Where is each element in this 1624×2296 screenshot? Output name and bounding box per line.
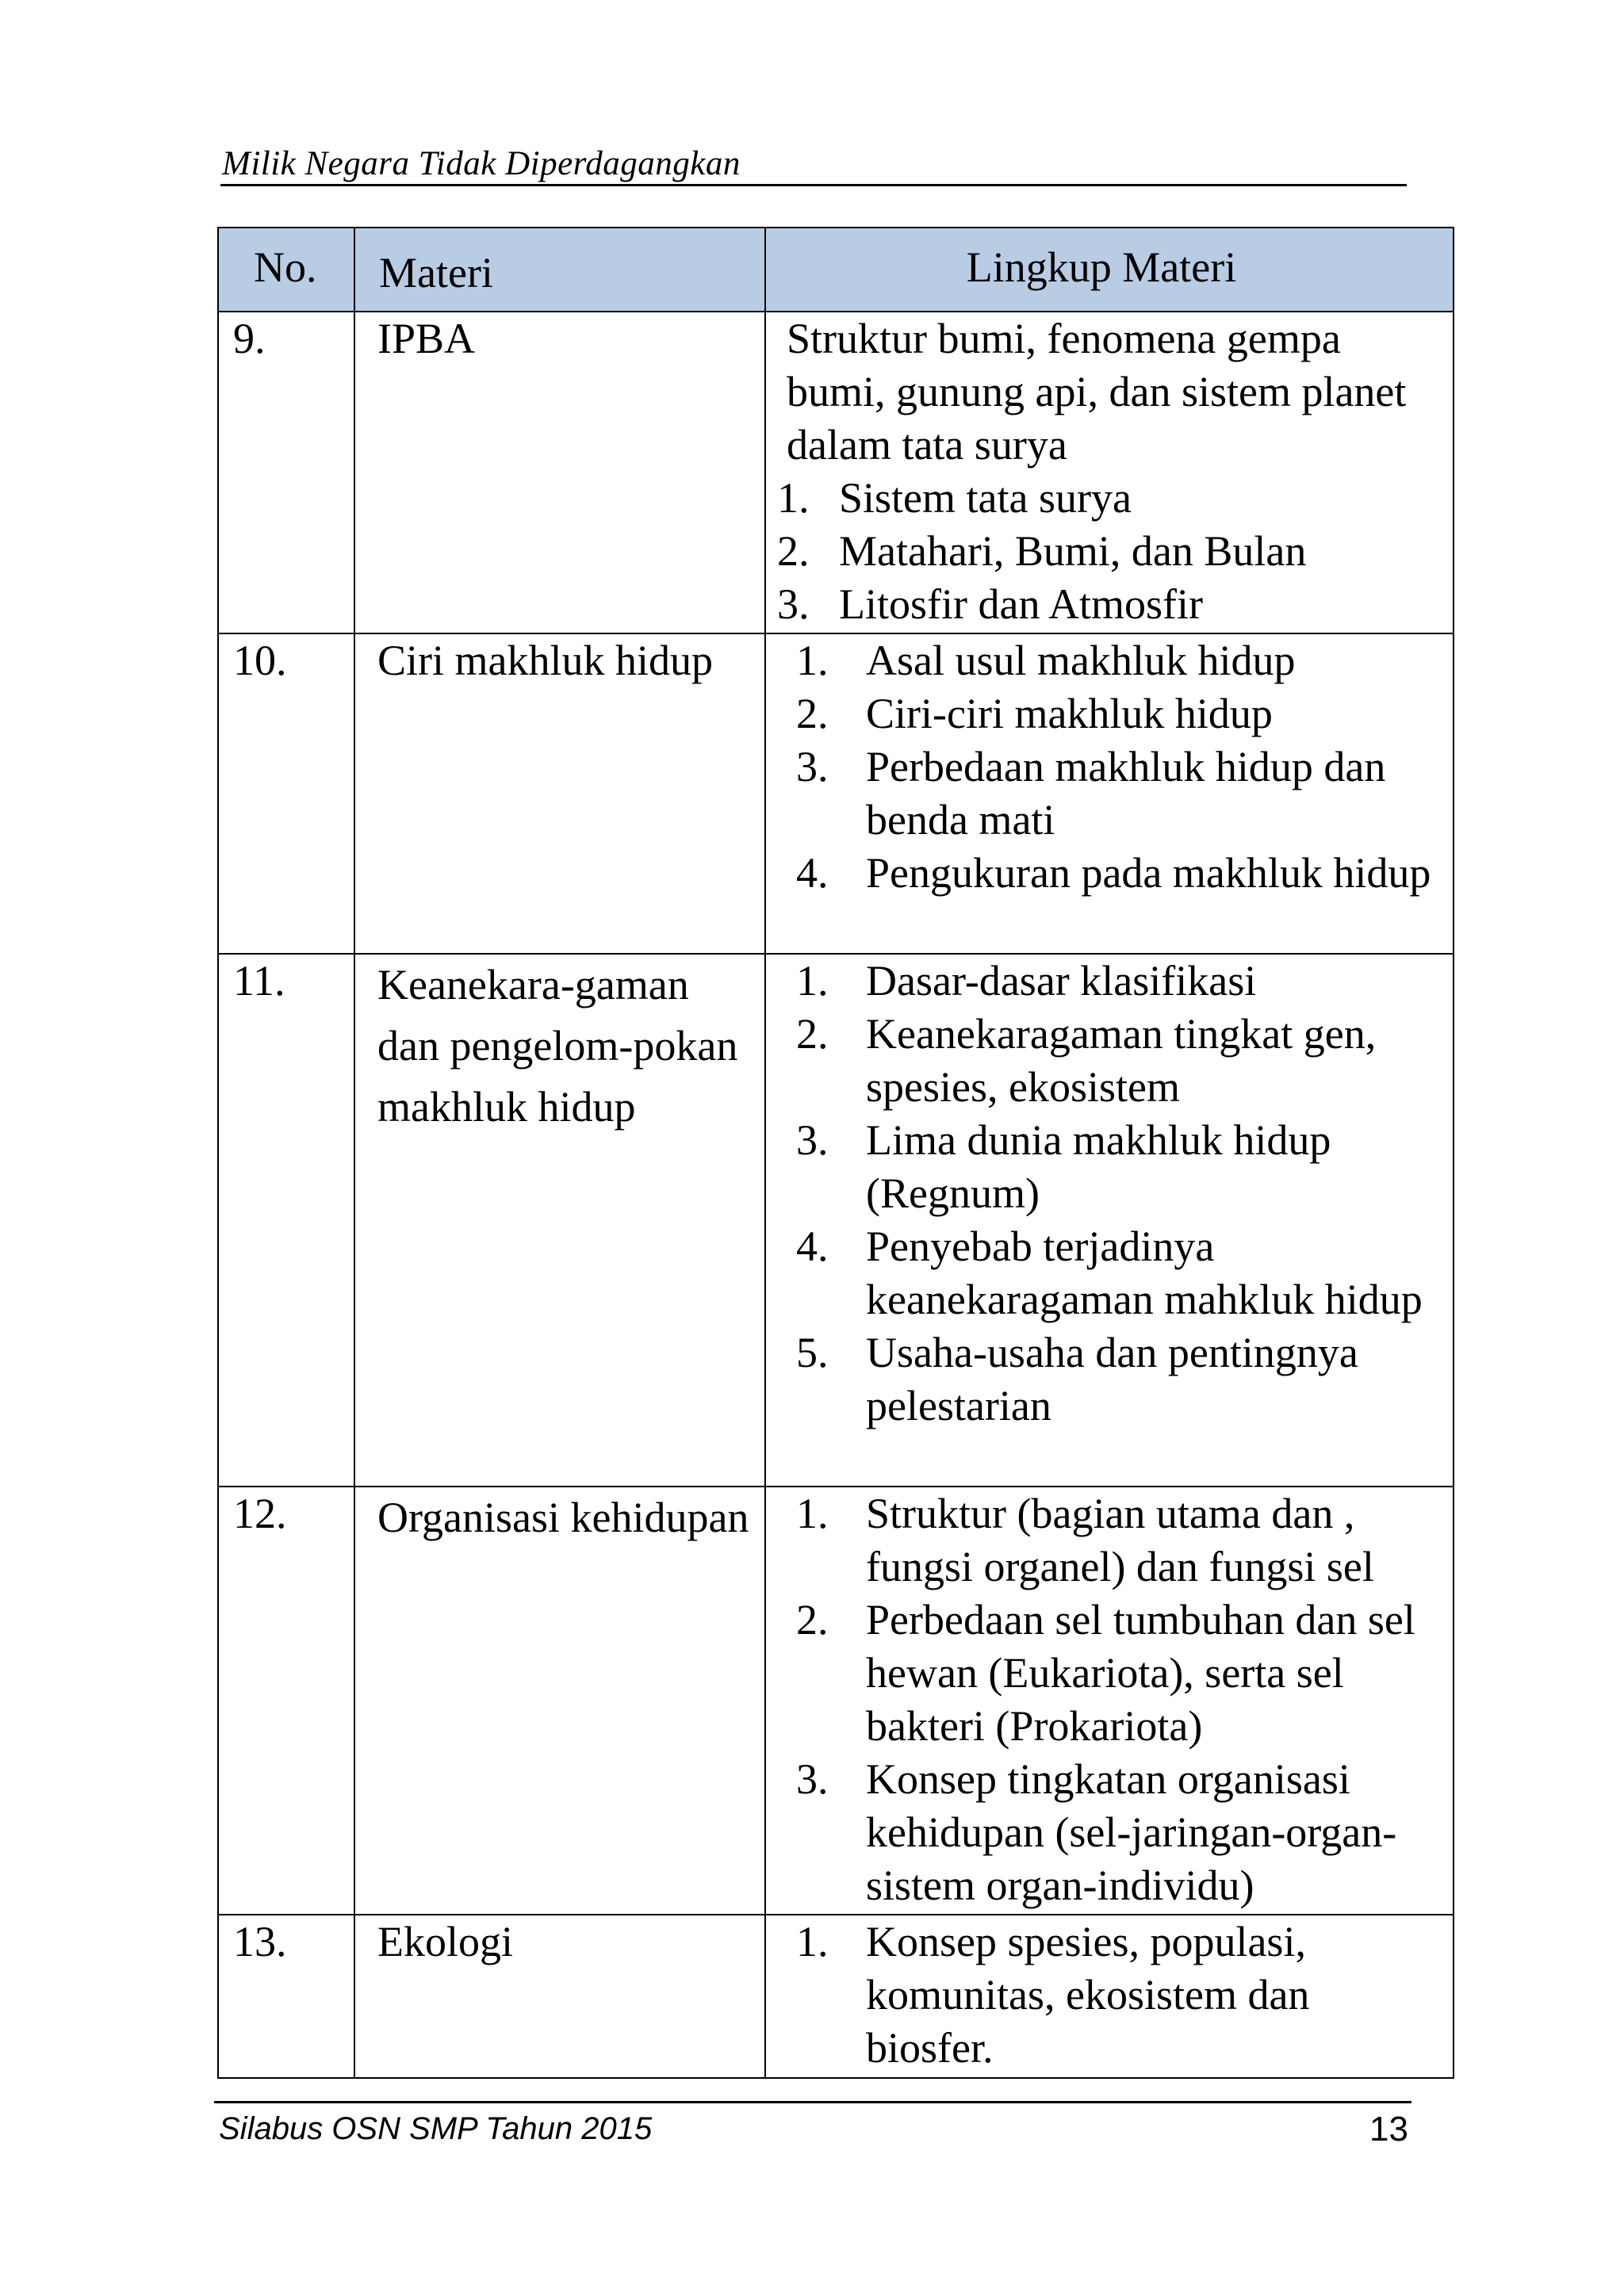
item-text: Penyebab terjadinya keanekaragaman mahkluk hidup bbox=[866, 1223, 1423, 1323]
list-item bbox=[796, 1487, 1443, 1594]
item-number: 3. bbox=[796, 743, 829, 790]
item-text: Perbedaan sel tumbuhan dan sel hewan (Eukariota), serta sel bakteri (Prokariota) bbox=[866, 1596, 1415, 1750]
list-item bbox=[796, 847, 1443, 900]
list-item bbox=[796, 1915, 1443, 2075]
page-number: 13 bbox=[1369, 2110, 1408, 2149]
column-header-materi: Materi bbox=[354, 228, 765, 312]
row-lingkup-materi bbox=[765, 1915, 1454, 2078]
item-text: Dasar-dasar klasifikasi bbox=[866, 957, 1257, 1004]
item-list bbox=[787, 634, 1443, 900]
table-row bbox=[218, 1487, 1454, 1915]
list-item bbox=[796, 687, 1443, 740]
item-text: Konsep spesies, populasi, komunitas, ekosistem dan biosfer. bbox=[866, 1918, 1310, 2072]
item-number: 4. bbox=[796, 849, 829, 897]
table-row bbox=[218, 633, 1454, 954]
item-number: 1. bbox=[777, 474, 810, 522]
list-item bbox=[796, 1114, 1443, 1220]
list-item bbox=[796, 1753, 1443, 1912]
item-number: 1. bbox=[796, 957, 829, 1004]
table-row bbox=[218, 954, 1454, 1487]
item-text: Lima dunia makhluk hidup (Regnum) bbox=[866, 1116, 1331, 1217]
table-row bbox=[218, 312, 1454, 633]
item-number: 5. bbox=[796, 1329, 829, 1376]
list-item bbox=[777, 525, 1443, 578]
item-number: 1. bbox=[796, 1918, 829, 1965]
item-number: 2. bbox=[796, 690, 829, 737]
item-list bbox=[787, 1487, 1443, 1912]
item-list bbox=[787, 955, 1443, 1433]
row-materi: Keanekara-gaman dan pengelom-pokan makhluk hidup bbox=[354, 954, 765, 1487]
column-header-lingkup-materi: Lingkup Materi bbox=[765, 228, 1454, 312]
item-number: 1. bbox=[796, 637, 829, 684]
row-number: 9. bbox=[218, 312, 354, 633]
row-number: 10. bbox=[218, 633, 354, 954]
row-materi: Organisasi kehidupan bbox=[354, 1487, 765, 1915]
list-item bbox=[796, 1594, 1443, 1753]
item-text: Litosfir dan Atmosfir bbox=[839, 580, 1203, 628]
row-lingkup-materi bbox=[765, 954, 1454, 1487]
row-materi: IPBA bbox=[354, 312, 765, 633]
item-number: 4. bbox=[796, 1223, 829, 1270]
item-text: Keanekaragaman tingkat gen, spesies, ekosistem bbox=[866, 1010, 1377, 1111]
item-number: 3. bbox=[796, 1755, 829, 1803]
row-number: 13. bbox=[218, 1915, 354, 2078]
row-materi: Ciri makhluk hidup bbox=[354, 633, 765, 954]
list-item bbox=[796, 1220, 1443, 1326]
row-lingkup-materi bbox=[765, 312, 1454, 633]
table-header-row bbox=[218, 228, 1454, 312]
list-item bbox=[796, 955, 1443, 1008]
page-header bbox=[220, 143, 1407, 186]
item-number: 3. bbox=[777, 580, 810, 628]
list-item bbox=[796, 740, 1443, 847]
item-number: 3. bbox=[796, 1116, 829, 1164]
item-text: Sistem tata surya bbox=[839, 474, 1132, 522]
list-item bbox=[777, 578, 1443, 631]
row-number: 12. bbox=[218, 1487, 354, 1915]
item-text: Perbedaan makhluk hidup dan benda mati bbox=[866, 743, 1386, 844]
row-materi: Ekologi bbox=[354, 1915, 765, 2078]
row-intro-text: Struktur bumi, fenomena gempa bumi, gunung api, dan sistem planet dalam tata surya bbox=[787, 315, 1407, 469]
header-text: Milik Negara Tidak Diperdagangkan bbox=[222, 145, 741, 182]
list-item bbox=[796, 634, 1443, 687]
item-text: Ciri-ciri makhluk hidup bbox=[866, 690, 1273, 737]
item-number: 1. bbox=[796, 1490, 829, 1537]
item-number: 2. bbox=[796, 1010, 829, 1058]
item-text: Usaha-usaha dan pentingnya pelestarian bbox=[866, 1329, 1358, 1429]
syllabus-table bbox=[217, 227, 1454, 2079]
item-text: Struktur (bagian utama dan , fungsi organel) dan fungsi sel bbox=[866, 1490, 1374, 1590]
row-lingkup-materi bbox=[765, 633, 1454, 954]
list-item bbox=[796, 1326, 1443, 1433]
item-text: Konsep tingkatan organisasi kehidupan (sel-jaringan-organ-sistem organ-individu) bbox=[866, 1755, 1397, 1909]
item-list bbox=[777, 472, 1443, 631]
list-item bbox=[796, 1008, 1443, 1114]
row-lingkup-materi bbox=[765, 1487, 1454, 1915]
column-header-no: No. bbox=[218, 228, 354, 312]
item-text: Matahari, Bumi, dan Bulan bbox=[839, 527, 1307, 575]
item-text: Asal usul makhluk hidup bbox=[866, 637, 1296, 684]
item-number: 2. bbox=[796, 1596, 829, 1644]
item-text: Pengukuran pada makhluk hidup bbox=[866, 849, 1431, 897]
item-list bbox=[787, 1915, 1443, 2075]
footer-title: Silabus OSN SMP Tahun 2015 bbox=[219, 2111, 653, 2146]
row-number: 11. bbox=[218, 954, 354, 1487]
item-number: 2. bbox=[777, 527, 810, 575]
list-item bbox=[777, 472, 1443, 525]
page-footer bbox=[214, 2101, 1411, 2149]
table-row bbox=[218, 1915, 1454, 2078]
